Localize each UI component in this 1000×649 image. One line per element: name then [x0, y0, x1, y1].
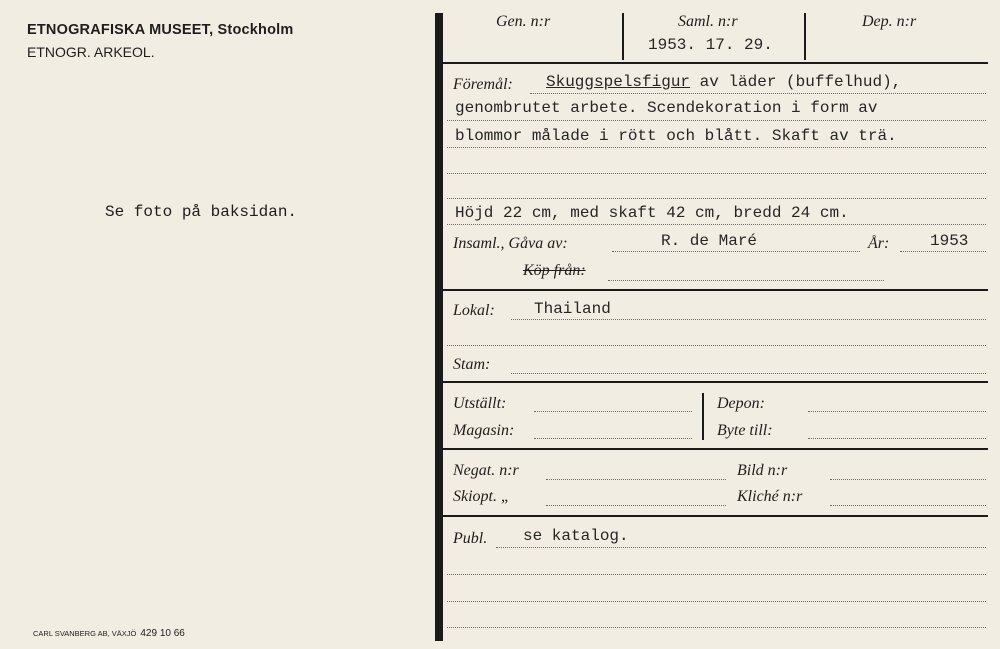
- depon-label: Depon:: [717, 395, 765, 412]
- skiopt-label: Skiopt. „: [453, 488, 510, 505]
- dotted-line: [808, 438, 986, 439]
- dotted-line: [511, 319, 986, 320]
- printer-code: 429 10 66: [140, 628, 185, 639]
- dotted-line: [447, 198, 986, 199]
- dotted-line: [534, 411, 692, 412]
- dotted-line: [447, 173, 986, 174]
- department-name: ETNOGR. ARKEOL.: [27, 44, 155, 60]
- year-label: År:: [868, 235, 890, 252]
- dotted-line: [447, 345, 986, 346]
- byte-label: Byte till:: [717, 422, 773, 439]
- year-value: 1953: [930, 232, 969, 250]
- dotted-line: [612, 251, 860, 252]
- lokal-value: Thailand: [534, 300, 611, 318]
- dotted-line: [447, 147, 986, 148]
- dotted-line: [534, 438, 692, 439]
- section-rule: [443, 515, 988, 517]
- museum-name: ETNOGRAFISKA MUSEET, Stockholm: [27, 22, 294, 38]
- object-name: Skuggspelsfigur: [546, 73, 691, 91]
- printer-name: CARL SVANBERG AB, VÄXJÖ: [33, 629, 137, 638]
- publ-value: se katalog.: [523, 527, 629, 545]
- status-divider: [702, 393, 704, 440]
- section-rule: [443, 448, 988, 450]
- dotted-line: [808, 411, 986, 412]
- donor-value: R. de Maré: [661, 232, 758, 250]
- section-rule: [443, 381, 988, 383]
- dotted-line: [608, 280, 884, 281]
- dotted-line: [447, 627, 986, 628]
- dotted-line: [830, 505, 986, 506]
- dotted-line: [447, 574, 986, 575]
- object-desc-1: av läder (buffelhud),: [690, 73, 902, 91]
- dotted-line: [511, 373, 986, 374]
- dotted-line: [447, 120, 986, 121]
- utstallt-label: Utställt:: [453, 395, 507, 412]
- dotted-line: [900, 251, 986, 252]
- printer-imprint: [33, 628, 185, 639]
- dep-nr-label: Dep. n:r: [862, 13, 917, 30]
- dotted-line: [447, 601, 986, 602]
- dotted-line: [830, 479, 986, 480]
- kop-fran-label: Köp från:: [523, 262, 586, 279]
- saml-nr-value: 1953. 17. 29.: [648, 36, 773, 54]
- kliche-label: Kliché n:r: [737, 488, 803, 505]
- foremal-line-3: blommor målade i rött och blått. Skaft av trä.: [455, 127, 897, 145]
- dotted-line: [530, 93, 986, 94]
- publ-label: Publ.: [453, 530, 488, 547]
- num-divider: [622, 13, 624, 60]
- dotted-line: [546, 479, 726, 480]
- dotted-line: [546, 505, 726, 506]
- magasin-label: Magasin:: [453, 422, 515, 439]
- dimensions-text: Höjd 22 cm, med skaft 42 cm, bredd 24 cm.: [455, 204, 849, 222]
- bild-label: Bild n:r: [737, 462, 788, 479]
- foremal-line-2: genombrutet arbete. Scendekoration i form av: [455, 99, 878, 117]
- photo-note: Se foto på baksidan.: [105, 203, 298, 221]
- stam-label: Stam:: [453, 356, 491, 373]
- section-rule: [443, 289, 988, 291]
- section-rule: [443, 62, 988, 64]
- gen-nr-label: Gen. n:r: [496, 13, 551, 30]
- foremal-line-1: [546, 73, 901, 91]
- num-divider: [804, 13, 806, 60]
- card-divider-bar: [435, 13, 443, 641]
- dotted-line: [496, 547, 986, 548]
- negat-label: Negat. n:r: [453, 462, 519, 479]
- insaml-label: Insaml., Gåva av:: [453, 235, 568, 252]
- dotted-line: [447, 224, 986, 225]
- saml-nr-label: Saml. n:r: [678, 13, 738, 30]
- lokal-label: Lokal:: [453, 302, 495, 319]
- foremal-label: Föremål:: [453, 76, 513, 93]
